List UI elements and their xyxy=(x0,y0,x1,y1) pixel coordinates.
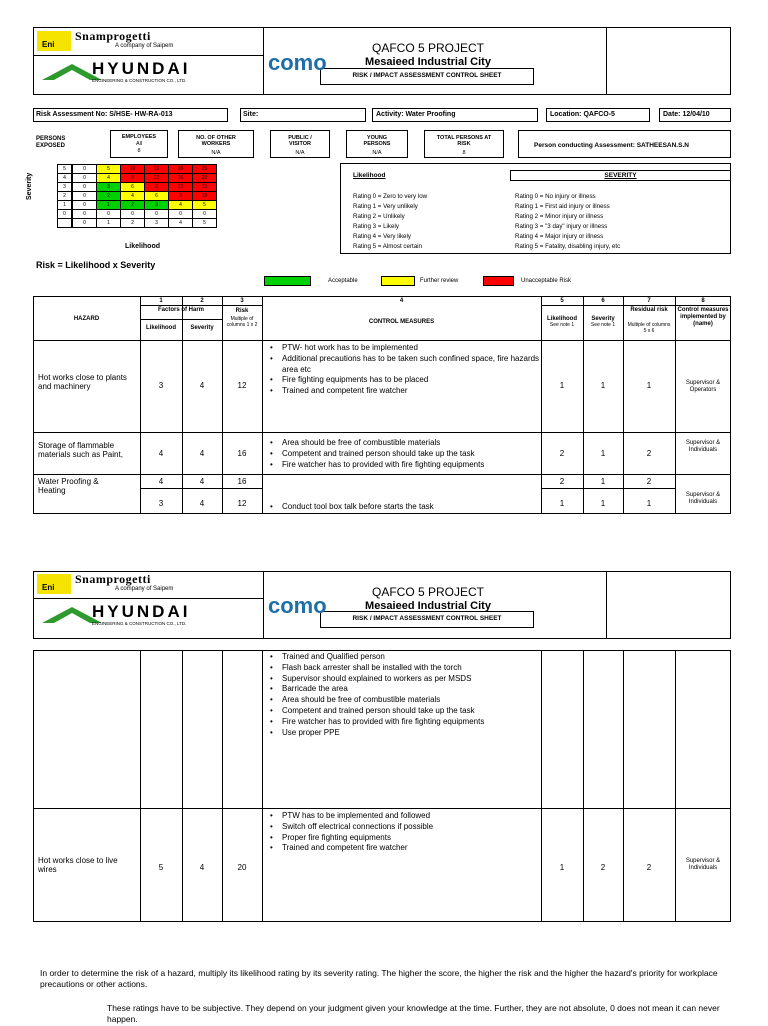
matrix-likelihood-label: 5 xyxy=(192,218,217,228)
residual-cell-b: 1 xyxy=(646,499,652,508)
grid-line xyxy=(33,432,731,433)
residual-cell: 1 xyxy=(646,381,652,390)
control-measures-list xyxy=(270,811,540,854)
risk-cell: 16 xyxy=(237,449,247,458)
total-value: 8 xyxy=(462,150,466,156)
matrix-cell: 0 xyxy=(72,173,97,183)
residual-sub: Multiple of columns 5 x 6 xyxy=(627,322,671,334)
control-header: CONTROL MEASURES xyxy=(368,319,435,325)
rating-item: Rating 4 = Very likely xyxy=(353,233,411,240)
implemented-header: Control measures implemented by (name) xyxy=(677,307,729,327)
date: Date: 12/04/10 xyxy=(663,111,710,118)
severity-cell: 4 xyxy=(199,449,205,458)
rating-item: Rating 3 = Likely xyxy=(353,223,399,230)
other-workers-value: N/A xyxy=(211,150,221,156)
matrix-likelihood-label: 3 xyxy=(144,218,169,228)
matrix-cell: 12 xyxy=(144,173,169,183)
snamprogetti-logo: Snamprogetti xyxy=(75,29,151,43)
activity: Activity: Water Proofing xyxy=(376,111,456,118)
grid-line xyxy=(140,305,262,306)
header-divider xyxy=(33,598,263,599)
grid-line xyxy=(140,488,262,489)
matrix-cell: 0 xyxy=(72,182,97,192)
matrix-cell: 9 xyxy=(144,182,169,192)
control-measure: • PTW has to be implemented and followed xyxy=(270,811,540,822)
matrix-cell: 25 xyxy=(192,164,217,174)
grid-line xyxy=(33,340,731,341)
matrix-cell: 20 xyxy=(192,173,217,183)
matrix-cell: 8 xyxy=(120,173,145,183)
matrix-cell: 5 xyxy=(192,200,217,210)
control-measure: • Conduct tool box talk before starts the task xyxy=(270,502,540,513)
employees-label: EMPLOYEES xyxy=(121,134,157,140)
matrix-cell: 8 xyxy=(168,191,193,201)
likelihood2-cell: 1 xyxy=(559,381,565,390)
severity2-cell-b: 1 xyxy=(600,499,606,508)
severity-cell: 4 xyxy=(199,863,205,872)
hazard-cell: Storage of flammable materials such as Paint, xyxy=(38,441,123,460)
control-measure: • Trained and Qualified person xyxy=(270,652,540,663)
rating-item: Rating 3 = "3 day" injury or illness xyxy=(515,223,608,230)
severity6-header: Severity xyxy=(591,316,615,322)
grid-line xyxy=(33,474,731,475)
control-measures-list xyxy=(270,652,540,738)
matrix-cell: 0 xyxy=(72,209,97,219)
persons-exposed: PERSONS EXPOSED xyxy=(36,136,66,149)
matrix-likelihood-label: 0 xyxy=(72,218,97,228)
severity6-sub: See note 1 xyxy=(590,322,616,328)
grid-line xyxy=(140,650,141,922)
matrix-cell: 5 xyxy=(96,164,121,174)
eni-logo-text: Eni xyxy=(42,40,55,49)
likelihood5-header: Likelihood xyxy=(547,316,577,322)
control-measure: • Supervisor should explained to workers as per MSDS xyxy=(270,674,540,685)
risk-formula: Risk = Likelihood x Severity xyxy=(36,260,156,270)
col-num-8: 8 xyxy=(701,298,705,304)
legend-acceptable-swatch xyxy=(264,276,311,286)
other-workers-label: NO. OF OTHER WORKERS xyxy=(196,135,236,148)
likelihood-title: Likelihood xyxy=(353,172,386,179)
header-vline xyxy=(263,27,264,95)
control-measure: • Trained and competent fire watcher xyxy=(270,843,540,854)
severity-title-line xyxy=(510,170,731,171)
matrix-severity-label: 4 xyxy=(57,173,72,183)
control-measure: • Fire fighting equipments has to be placed xyxy=(270,375,540,386)
grid-line xyxy=(262,650,263,922)
matrix-cell: 15 xyxy=(192,182,217,192)
como-logo: como xyxy=(268,593,327,618)
matrix-cell: 3 xyxy=(144,200,169,210)
residual-header: Residual risk xyxy=(630,307,668,313)
control-measure: • Fire watcher has to provided with fire fighting equipments xyxy=(270,460,540,471)
matrix-severity-label: 3 xyxy=(57,182,72,192)
grid-line xyxy=(623,650,624,922)
matrix-cell: 4 xyxy=(120,191,145,201)
severity-cell: 4 xyxy=(199,477,205,486)
control-measure: • Barricade the area xyxy=(270,684,540,695)
likelihood-cell: 3 xyxy=(158,381,164,390)
location: Location: QAFCO-5 xyxy=(550,111,615,118)
control-measure: • Switch off electrical connections if possible xyxy=(270,822,540,833)
rating-item: Rating 1 = First aid injury or illness xyxy=(515,203,610,210)
implemented-by-cell: Supervisor & Operators xyxy=(685,380,721,393)
control-measure: • Area should be free of combustible materials xyxy=(270,438,540,449)
col-num-2: 2 xyxy=(200,298,204,304)
header-vline xyxy=(606,27,607,95)
matrix-likelihood-label: 4 xyxy=(168,218,193,228)
col-num-4: 4 xyxy=(399,298,404,304)
rating-item: Rating 2 = Minor injury or illness xyxy=(515,213,604,220)
residual-cell: 2 xyxy=(646,863,652,872)
risk-header: Risk xyxy=(235,308,249,314)
control-measures-list xyxy=(270,438,540,470)
severity-title-line-bottom xyxy=(510,180,731,181)
grid-line xyxy=(33,808,731,809)
grid-line xyxy=(222,650,223,922)
col-num-7: 7 xyxy=(647,298,651,304)
grid-line xyxy=(182,650,183,922)
likelihood2-cell: 1 xyxy=(559,863,565,872)
likelihood5-sub: See note 1 xyxy=(549,322,575,328)
matrix-cell: 2 xyxy=(96,191,121,201)
public-value: N/A xyxy=(295,150,305,156)
control-measures-list xyxy=(270,343,540,397)
matrix-cell: 6 xyxy=(120,182,145,192)
young-value: N/A xyxy=(372,150,382,156)
legend-review-swatch xyxy=(381,276,415,286)
grid-line xyxy=(541,650,542,922)
matrix-cell: 16 xyxy=(168,173,193,183)
severity-cell: 4 xyxy=(199,381,205,390)
likelihood-axis-label: Likelihood xyxy=(125,243,160,250)
rating-item: Rating 5 = Fatality, disabling injury, etc xyxy=(515,243,621,250)
severity-cell-b: 4 xyxy=(199,499,205,508)
rating-item: Rating 2 = Unlikely xyxy=(353,213,405,220)
matrix-cell: 6 xyxy=(144,191,169,201)
grid-line xyxy=(262,296,263,514)
matrix-cell: 1 xyxy=(96,200,121,210)
col-num-1: 1 xyxy=(159,298,163,304)
matrix-cell: 10 xyxy=(192,191,217,201)
likelihood-cell: 4 xyxy=(158,449,164,458)
legend-unacceptable: Unacceptable Risk xyxy=(521,278,572,284)
likelihood-cell: 5 xyxy=(158,863,164,872)
risk-header-sub: Multiple of columns 1 x 2 xyxy=(226,316,258,328)
matrix-cell: 4 xyxy=(96,173,121,183)
severity-axis-label: Severity xyxy=(26,172,33,200)
control-measure: • PTW- hot work has to be implemented xyxy=(270,343,540,354)
likelihood-header: Likelihood xyxy=(146,325,176,331)
hyundai-logo: HYUNDAI xyxy=(92,59,191,78)
control-measure: • Proper fire fighting equipments xyxy=(270,833,540,844)
project-title: QAFCO 5 PROJECT xyxy=(371,585,484,599)
matrix-cell: 3 xyxy=(96,182,121,192)
employees-count: 8 xyxy=(137,148,141,154)
header-vline xyxy=(606,571,607,639)
footer-paragraph-2: These ratings have to be subjective. They depend on your judgment given your knowledge at the time. Further, they are not absolute, 0 does not mean it can never happen. xyxy=(107,1003,720,1025)
control-measures-list xyxy=(270,502,540,513)
risk-cell: 12 xyxy=(237,381,247,390)
rating-item: Rating 1 = Very unlikely xyxy=(353,203,418,210)
grid-line xyxy=(675,296,676,514)
control-measure: • Flash back arrester shall be installed with the torch xyxy=(270,663,540,674)
residual-cell: 2 xyxy=(646,449,652,458)
residual-cell: 2 xyxy=(646,477,652,486)
sheet-title: RISK / IMPACT ASSESSMENT CONTROL SHEET xyxy=(352,72,502,79)
hazard-cell: Water Proofing & Heating xyxy=(38,477,99,496)
hyundai-logo: HYUNDAI xyxy=(92,602,191,621)
control-measure: • Trained and competent fire watcher xyxy=(270,386,540,397)
hyundai-logo-icon-inner xyxy=(54,613,90,623)
rating-item: Rating 5 = Almost certain xyxy=(353,243,422,250)
factors-header: Factors of Harm xyxy=(157,307,204,313)
legend-unacceptable-swatch xyxy=(483,276,514,286)
matrix-cell: 12 xyxy=(168,182,193,192)
snamprogetti-sub: A company of Saipem xyxy=(115,43,174,49)
severity-header: Severity xyxy=(190,325,214,331)
control-measure: • Competent and trained person should take up the task xyxy=(270,449,540,460)
matrix-severity-label: 1 xyxy=(57,200,72,210)
implemented-by-cell: Supervisor & Individuals xyxy=(685,440,721,453)
matrix-cell: 4 xyxy=(168,200,193,210)
matrix-cell: 0 xyxy=(96,209,121,219)
risk-cell: 20 xyxy=(237,863,247,872)
hazard-cell: Hot works close to live wires xyxy=(38,856,118,875)
likelihood2-cell: 2 xyxy=(559,477,565,486)
matrix-cell: 2 xyxy=(120,200,145,210)
grid-line xyxy=(583,650,584,922)
col-num-6: 6 xyxy=(601,298,605,304)
site-box xyxy=(240,108,366,122)
matrix-severity-label: 2 xyxy=(57,191,72,201)
grid-line xyxy=(675,650,676,922)
severity-title: SEVERITY xyxy=(604,172,637,179)
hyundai-sub: ENGINEERING & CONSTRUCTION CO., LTD. xyxy=(92,621,187,626)
hazard-cell: Hot works close to plants and machinery xyxy=(38,373,127,392)
legend-review: Further review xyxy=(420,278,459,284)
implemented-by-cell: Supervisor & Individuals xyxy=(685,858,721,871)
project-title: QAFCO 5 PROJECT xyxy=(371,41,484,55)
implemented-by-cell: Supervisor & Individuals xyxy=(685,492,721,505)
ra-no: Risk Assessment No: S/HSE- HW-RA-013 xyxy=(36,111,173,118)
matrix-likelihood-label: 2 xyxy=(120,218,145,228)
public-label: PUBLIC / VISITOR xyxy=(288,135,312,148)
matrix-cell: 0 xyxy=(144,209,169,219)
control-measure: • Fire watcher has to provided with fire fighting equipments xyxy=(270,717,540,728)
likelihood2-cell: 2 xyxy=(559,449,565,458)
matrix-severity-label: 5 xyxy=(57,164,72,174)
sheet-title: RISK / IMPACT ASSESSMENT CONTROL SHEET xyxy=(352,615,502,622)
legend-acceptable: Acceptable xyxy=(328,278,358,284)
severity2-cell: 1 xyxy=(600,449,606,458)
footer-paragraph-1: In order to determine the risk of a hazard, multiply its likelihood rating by its severity rating. The higher the score, the higher the risk and the higher the hazard's priority for workplace precautions or other actions. xyxy=(40,968,718,990)
likelihood2-cell-b: 1 xyxy=(559,499,565,508)
total-label: TOTAL PERSONS AT RISK xyxy=(436,135,492,148)
snamprogetti-sub: A company of Saipem xyxy=(115,586,174,592)
control-measure: • Area should be free of combustible materials xyxy=(270,695,540,706)
eni-logo-text: Eni xyxy=(42,583,55,592)
matrix-cell: 0 xyxy=(120,209,145,219)
severity2-cell: 1 xyxy=(600,381,606,390)
control-measure: • Additional precautions has to be taken such confined space, fire hazards area etc xyxy=(270,354,540,376)
matrix-cell: 0 xyxy=(72,200,97,210)
hyundai-logo-icon-inner xyxy=(54,70,90,80)
matrix-corner xyxy=(57,218,72,228)
rating-item: Rating 0 = No injury or illness xyxy=(515,193,596,200)
matrix-cell: 10 xyxy=(120,164,145,174)
hyundai-sub: ENGINEERING & CONSTRUCTION CO., LTD. xyxy=(92,78,187,83)
severity2-cell: 1 xyxy=(600,477,606,486)
matrix-cell: 0 xyxy=(192,209,217,219)
matrix-cell: 15 xyxy=(144,164,169,174)
control-measure: • Use proper PPE xyxy=(270,728,540,739)
rating-item: Rating 0 = Zero to very low xyxy=(353,193,428,200)
grid-line xyxy=(140,319,222,320)
snamprogetti-logo: Snamprogetti xyxy=(75,572,151,586)
severity2-cell: 2 xyxy=(600,863,606,872)
matrix-cell: 20 xyxy=(168,164,193,174)
matrix-severity-label: 0 xyxy=(57,209,72,219)
matrix-cell: 0 xyxy=(72,191,97,201)
matrix-likelihood-label: 1 xyxy=(96,218,121,228)
como-logo: como xyxy=(268,50,327,75)
likelihood-cell-b: 3 xyxy=(158,499,164,508)
grid-line xyxy=(541,305,731,306)
risk-cell-b: 12 xyxy=(237,499,247,508)
project-city: Mesaieed Industrial City xyxy=(365,600,491,612)
header-vline xyxy=(263,571,264,639)
col-num-5: 5 xyxy=(560,298,564,304)
rating-item: Rating 4 = Major injury or illness xyxy=(515,233,604,240)
col-num-3: 3 xyxy=(240,298,244,304)
likelihood-cell: 4 xyxy=(158,477,164,486)
grid-line xyxy=(541,488,675,489)
control-measure: • Competent and trained person should take up the task xyxy=(270,706,540,717)
young-label: YOUNG PERSONS xyxy=(363,135,391,148)
risk-cell: 16 xyxy=(237,477,247,486)
matrix-cell: 0 xyxy=(72,164,97,174)
site: Site: xyxy=(243,111,259,118)
hazard-header: HAZARD xyxy=(73,316,100,322)
conducting-label: Person conducting Assessment: SATHEESAN.S.N xyxy=(534,142,689,149)
header-divider xyxy=(33,55,263,56)
matrix-cell: 0 xyxy=(168,209,193,219)
project-city: Mesaieed Industrial City xyxy=(365,56,491,68)
employees-value: All xyxy=(135,141,143,147)
